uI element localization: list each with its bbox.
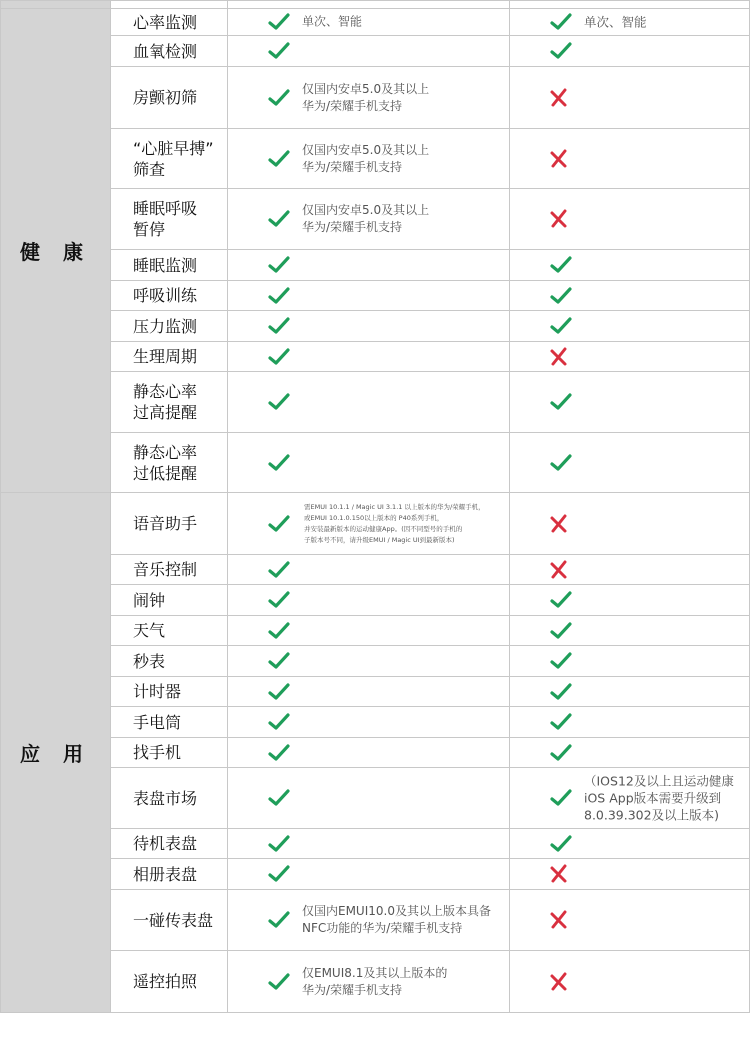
feature-name: 生理周期 <box>111 342 228 372</box>
check-icon <box>550 315 572 337</box>
right-support-cell <box>510 342 750 372</box>
left-cell-top <box>228 1 510 9</box>
right-support-cell <box>510 951 750 1013</box>
check-icon <box>550 681 572 703</box>
feature-name: 语音助手 <box>111 493 228 555</box>
check-icon <box>268 787 290 809</box>
right-cell-top <box>510 1 750 9</box>
left-note: 仅国内安卓5.0及其以上 华为/荣耀手机支持 <box>302 203 430 234</box>
check-icon <box>268 589 290 611</box>
category-cell-top <box>1 1 111 9</box>
left-support-cell <box>228 829 510 859</box>
left-support-cell <box>228 67 510 129</box>
check-icon <box>550 589 572 611</box>
feature-name: 相册表盘 <box>111 859 228 890</box>
right-support-cell <box>510 36 750 67</box>
check-icon <box>268 391 290 413</box>
left-support-cell <box>228 951 510 1013</box>
left-support-cell <box>228 585 510 616</box>
right-support-cell <box>510 738 750 768</box>
right-support-cell <box>510 646 750 677</box>
check-icon <box>268 148 290 170</box>
check-icon <box>268 11 290 33</box>
right-support-cell <box>510 372 750 433</box>
feature-name: “心脏早搏” 筛查 <box>111 129 228 189</box>
left-note: 仅国内安卓5.0及其以上 华为/荣耀手机支持 <box>302 142 430 174</box>
table-row <box>1 555 750 585</box>
right-support-cell <box>510 311 750 342</box>
table-row <box>1 189 750 250</box>
right-note: （IOS12及以上且运动健康 iOS App版本需要升级到 8.0.39.302及以上版本) <box>584 773 734 823</box>
feature-name: 呼吸训练 <box>111 281 228 311</box>
cross-icon <box>548 513 570 535</box>
table-top-strip <box>1 1 750 9</box>
left-support-cell <box>228 189 510 250</box>
check-icon <box>268 285 290 307</box>
feature-name: 一碰传表盘 <box>111 890 228 951</box>
left-note: 仅国内EMUI10.0及其以上版本具备 NFC功能的华为/荣耀手机支持 <box>302 904 491 935</box>
table-row <box>1 372 750 433</box>
cross-icon <box>548 208 570 230</box>
left-support-cell <box>228 616 510 646</box>
left-support-cell <box>228 646 510 677</box>
right-support-cell <box>510 768 750 829</box>
right-support-cell <box>510 616 750 646</box>
check-icon <box>550 254 572 276</box>
table-row <box>1 129 750 189</box>
check-icon <box>550 40 572 62</box>
check-icon <box>268 513 290 535</box>
cross-icon <box>548 909 570 931</box>
left-support-cell <box>228 372 510 433</box>
feature-name: 睡眠呼吸 暂停 <box>111 189 228 250</box>
feature-name: 遥控拍照 <box>111 951 228 1013</box>
left-support-cell <box>228 433 510 493</box>
left-support-cell <box>228 493 510 555</box>
check-icon <box>550 787 572 809</box>
feature-name: 静态心率 过高提醒 <box>111 372 228 433</box>
right-support-cell <box>510 829 750 859</box>
left-support-cell <box>228 281 510 311</box>
feature-name: 睡眠监测 <box>111 250 228 281</box>
left-support-cell <box>228 859 510 890</box>
feature-cell-top <box>111 1 228 9</box>
check-icon <box>268 87 290 109</box>
check-icon <box>550 650 572 672</box>
table-row <box>1 677 750 707</box>
check-icon <box>550 391 572 413</box>
table-row <box>1 890 750 951</box>
left-note: 需EMUI 10.1.1 / Magic UI 3.1.1 以上版本的华为/荣耀手机， 或EMUI 10.1.0.150以上版本的 P40系列手机， 并安装最新版本的运动健康App。(因不同型号的手机的 子版本号不同，请升级EMUI / Magic UI到最新版本) <box>304 502 485 544</box>
table-row <box>1 9 750 36</box>
feature-name: 静态心率 过低提醒 <box>111 433 228 493</box>
table-row <box>1 707 750 738</box>
left-support-cell <box>228 36 510 67</box>
category-label: 应 用 <box>1 493 111 1013</box>
cross-icon <box>548 971 570 993</box>
left-note: 单次、智能 <box>302 14 363 29</box>
feature-name: 找手机 <box>111 738 228 768</box>
right-support-cell <box>510 67 750 129</box>
feature-name: 手电筒 <box>111 707 228 738</box>
table-row <box>1 36 750 67</box>
feature-name: 心率监测 <box>111 9 228 36</box>
check-icon <box>550 285 572 307</box>
left-support-cell <box>228 890 510 951</box>
right-support-cell <box>510 585 750 616</box>
check-icon <box>268 452 290 474</box>
table-row <box>1 951 750 1013</box>
table-row <box>1 433 750 493</box>
right-support-cell <box>510 890 750 951</box>
left-support-cell <box>228 707 510 738</box>
right-support-cell <box>510 189 750 250</box>
cross-icon <box>548 87 570 109</box>
left-support-cell <box>228 9 510 36</box>
check-icon <box>550 620 572 642</box>
table-row <box>1 616 750 646</box>
table-row <box>1 342 750 372</box>
table-row <box>1 829 750 859</box>
check-icon <box>268 620 290 642</box>
feature-name: 待机表盘 <box>111 829 228 859</box>
table-row <box>1 859 750 890</box>
check-icon <box>268 742 290 764</box>
right-support-cell <box>510 677 750 707</box>
table-row <box>1 738 750 768</box>
right-support-cell <box>510 250 750 281</box>
table-row <box>1 250 750 281</box>
check-icon <box>268 346 290 368</box>
check-icon <box>268 254 290 276</box>
check-icon <box>268 833 290 855</box>
check-icon <box>268 559 290 581</box>
right-support-cell <box>510 9 750 36</box>
category-label: 健 康 <box>1 9 111 493</box>
check-icon <box>268 650 290 672</box>
table-body <box>1 1 750 1013</box>
cross-icon <box>548 863 570 885</box>
left-support-cell <box>228 738 510 768</box>
check-icon <box>268 315 290 337</box>
cross-icon <box>548 346 570 368</box>
right-support-cell <box>510 281 750 311</box>
table-row <box>1 281 750 311</box>
check-icon <box>550 711 572 733</box>
left-support-cell <box>228 342 510 372</box>
feature-name: 闹钟 <box>111 585 228 616</box>
right-support-cell <box>510 129 750 189</box>
left-support-cell <box>228 768 510 829</box>
left-note: 仅EMUI8.1及其以上版本的 华为/荣耀手机支持 <box>302 965 448 997</box>
feature-name: 天气 <box>111 616 228 646</box>
check-icon <box>550 742 572 764</box>
feature-name: 秒表 <box>111 646 228 677</box>
right-support-cell <box>510 859 750 890</box>
left-support-cell <box>228 311 510 342</box>
left-support-cell <box>228 250 510 281</box>
feature-name: 血氧检测 <box>111 36 228 67</box>
check-icon <box>268 711 290 733</box>
cross-icon <box>548 148 570 170</box>
check-icon <box>268 909 290 931</box>
check-icon <box>268 681 290 703</box>
check-icon <box>268 40 290 62</box>
table-row <box>1 768 750 829</box>
check-icon <box>550 833 572 855</box>
feature-name: 房颤初筛 <box>111 67 228 129</box>
right-support-cell <box>510 493 750 555</box>
check-icon <box>268 208 290 230</box>
check-icon <box>268 971 290 993</box>
feature-name: 表盘市场 <box>111 768 228 829</box>
left-support-cell <box>228 555 510 585</box>
feature-name: 压力监测 <box>111 311 228 342</box>
feature-name: 计时器 <box>111 677 228 707</box>
left-note: 仅国内安卓5.0及其以上 华为/荣耀手机支持 <box>302 81 430 113</box>
table-row <box>1 311 750 342</box>
cross-icon <box>548 559 570 581</box>
check-icon <box>550 11 572 33</box>
right-support-cell <box>510 433 750 493</box>
check-icon <box>550 452 572 474</box>
left-support-cell <box>228 129 510 189</box>
table-row <box>1 646 750 677</box>
check-icon <box>268 863 290 885</box>
table-row <box>1 67 750 129</box>
right-support-cell <box>510 555 750 585</box>
right-support-cell <box>510 707 750 738</box>
table-row <box>1 493 750 555</box>
left-support-cell <box>228 677 510 707</box>
table-row <box>1 585 750 616</box>
feature-name: 音乐控制 <box>111 555 228 585</box>
right-note: 单次、智能 <box>584 14 647 30</box>
